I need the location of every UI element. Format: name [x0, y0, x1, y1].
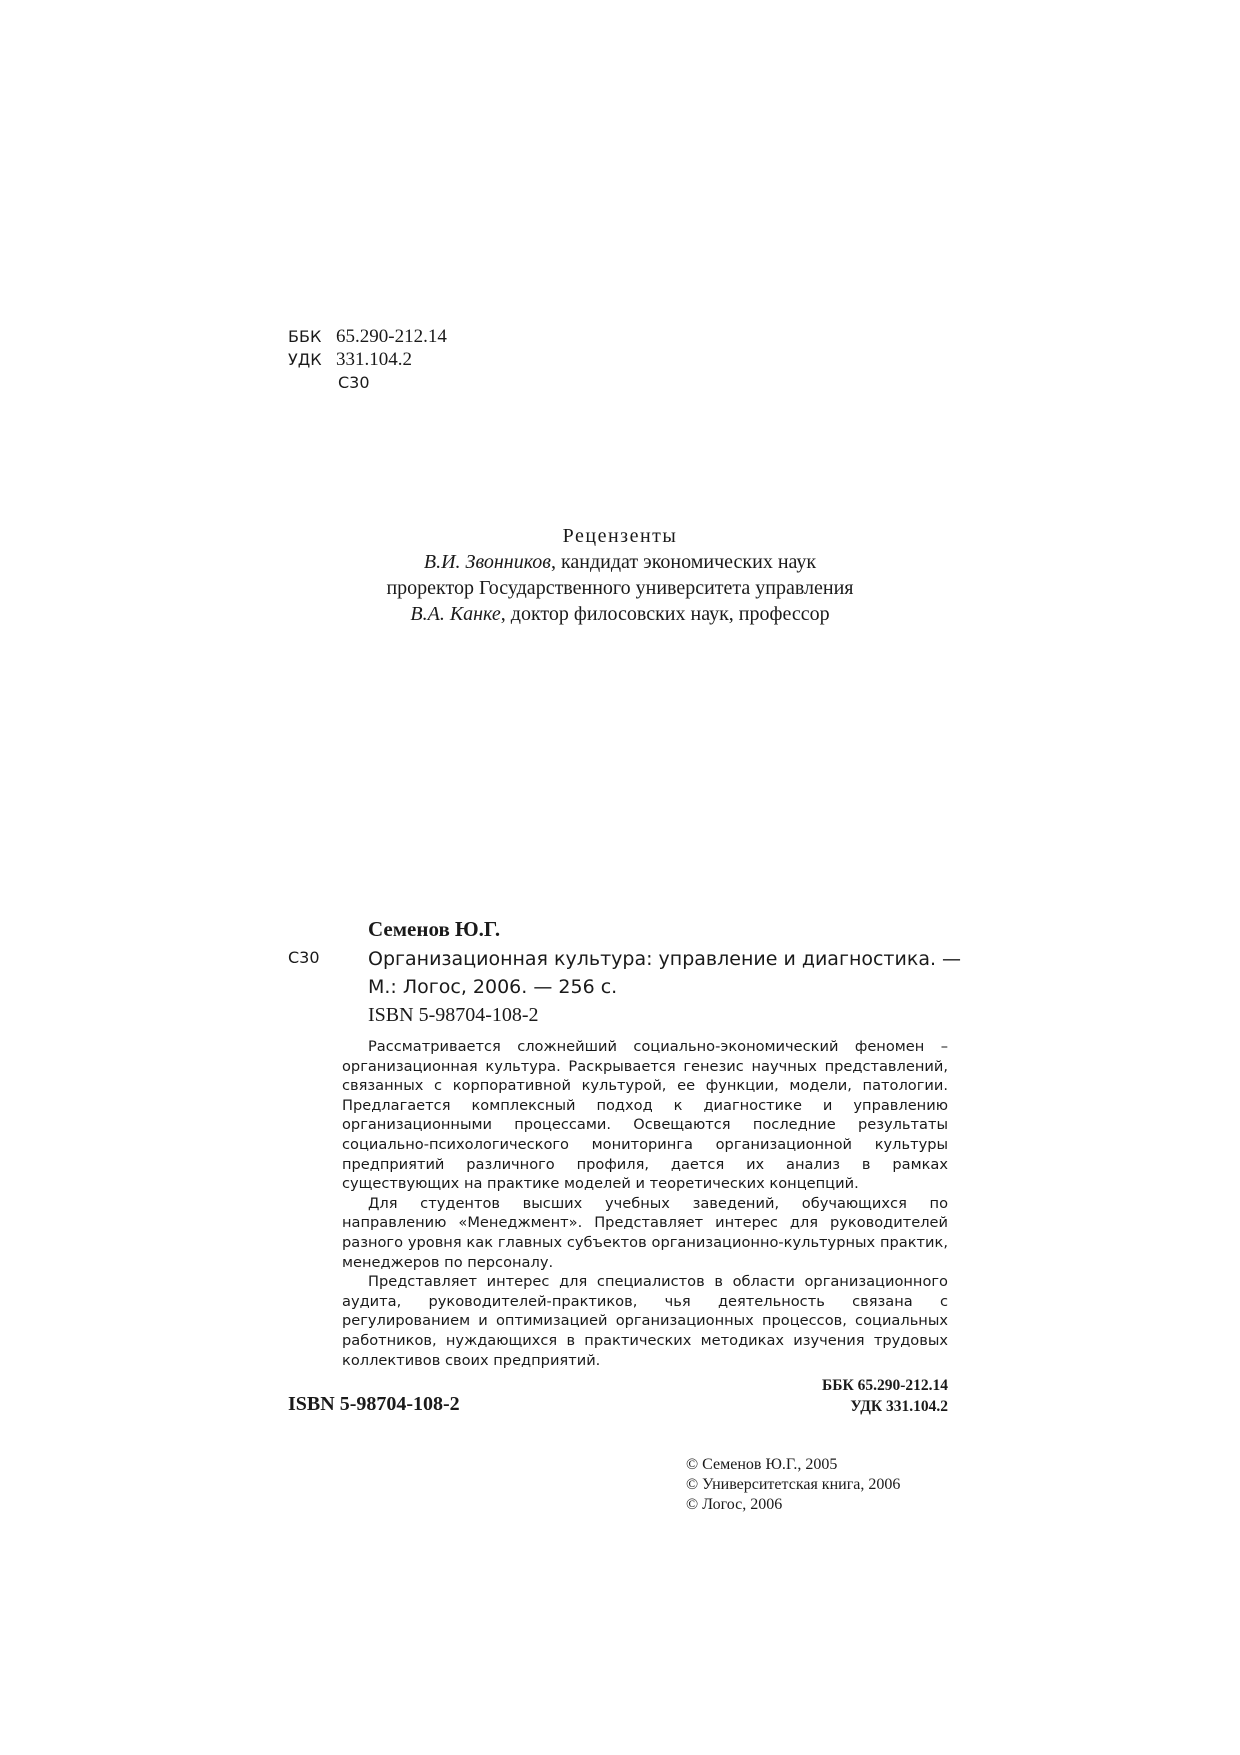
bbk-row — [288, 325, 447, 348]
abstract-paragraph: Представляет интерес для специалистов в области организационного аудита, руководителей-практиков, чья деятельность связана с регулированием и оптимизацией организационных процессов, социальных работников, нуждающихся в практических методиках изучения трудовых коллективов своих предприятий. — [342, 1273, 948, 1369]
footer-bbk: ББК 65.290-212.14 — [821, 1377, 948, 1394]
bbk-label: ББК — [288, 327, 322, 346]
copyright-line: © Логос, 2006 — [686, 1496, 783, 1513]
classification-block — [288, 325, 447, 394]
copyright-line: © Университетская книга, 2006 — [686, 1476, 901, 1493]
abstract-paragraph: Рассматривается сложнейший социально-экономический феномен – организационная культура. Раскрывается генезис научных представлений, связанных с корпоративной культурой, ее функции, модели, патологии. Предлагается комплексный подход к диагностике и управлению организационными процессами. Освещаются последние результаты социально-психологического мониторинга организационной культуры предприятий различного профиля, дается их анализ в рамках существующих на практике моделей и теоретических концепций. — [342, 1038, 948, 1193]
reviewer-2 — [0, 601, 1240, 627]
reviewer-1-desc: , кандидат экономических наук — [550, 551, 817, 573]
copyright-block — [686, 1455, 900, 1515]
entry-description — [368, 945, 961, 1029]
entry-isbn: ISBN 5-98704-108-2 — [368, 1004, 539, 1026]
copyright-line: © Семенов Ю.Г., 2005 — [686, 1456, 838, 1473]
footer-udk: УДК 331.104.2 — [850, 1398, 948, 1415]
abstract-paragraph: Для студентов высших учебных заведений, обучающихся по направлению «Менеджмент». Представляет интерес для руководителей разного уровня как главных субъектов организационно-культурных практик, менеджеров по персоналу. — [342, 1194, 948, 1271]
entry-code: С30 — [288, 948, 320, 967]
reviewer-1 — [0, 549, 1240, 575]
author-code-row — [288, 371, 447, 394]
reviewer-1-name: В.И. Звонников — [423, 551, 551, 573]
entry-publisher-line: М.: Логос, 2006. — 256 с. — [368, 976, 618, 998]
udk-label: УДК — [288, 350, 322, 369]
bbk-value: 65.290-212.14 — [336, 326, 447, 347]
abstract — [342, 1037, 948, 1370]
footer-isbn: ISBN 5-98704-108-2 — [288, 1393, 460, 1415]
entry-author: Семенов Ю.Г. — [368, 917, 501, 941]
footer-codes — [780, 1375, 948, 1417]
udk-row — [288, 348, 447, 371]
reviewers-title: Рецензенты — [562, 525, 678, 547]
reviewers-block — [0, 523, 1240, 627]
reviewer-2-name: В.А. Канке — [410, 603, 501, 625]
reviewer-1-position: проректор Государственного университета управления — [386, 577, 854, 599]
reviewer-2-desc: , доктор филосовских наук, профессор — [500, 603, 830, 625]
udk-value: 331.104.2 — [336, 349, 412, 370]
entry-title-line: Организационная культура: управление и диагностика. — — [368, 948, 962, 970]
author-code: С30 — [338, 373, 370, 392]
